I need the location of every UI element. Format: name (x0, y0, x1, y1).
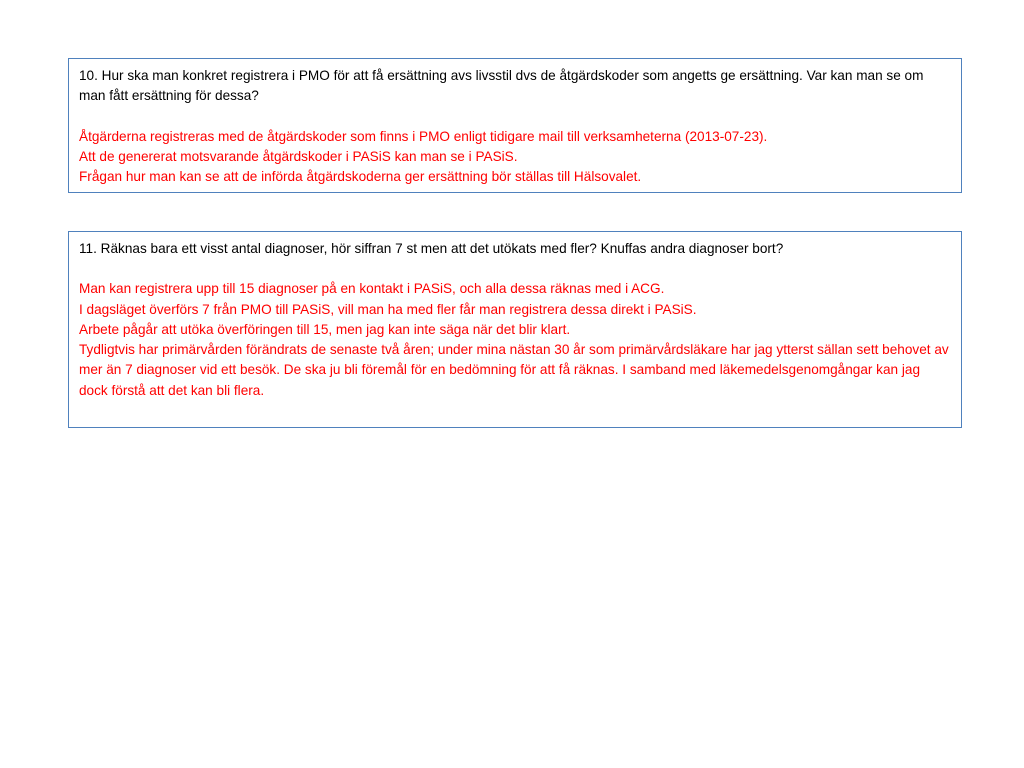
answer-10-line-3: Frågan hur man kan se att de införda åtgärdskoderna ger ersättning bör ställas till Hälsovalet. (79, 169, 642, 185)
spacer (79, 107, 951, 127)
answer-11-line-4: Tydligtvis har primärvården förändrats de senaste två åren; under mina nästan 30 år som primärvårdsläkare har jag ytterst sällan sett behovet av mer än 7 diagnoser vid ett besök. De ska ju bli föremål för en bedömning för att få räknas. I samband med läkemedelsgenomgångar kan jag dock förstå att det kan bli flera. (79, 342, 949, 398)
answer-11-line-3: Arbete pågår att utöka överföringen till 15, men jag kan inte säga när det blir klart. (79, 321, 571, 337)
answer-10-line-1: Åtgärderna registreras med de åtgärdskoder som finns i PMO enligt tidigare mail till verksamheterna (2013-07-23). (79, 128, 768, 144)
spacer (79, 259, 951, 279)
answer-11-line-1: Man kan registrera upp till 15 diagnoser på en kontakt i PASiS, och alla dessa räknas med i ACG. (79, 281, 665, 297)
qa-box-question-10 (68, 58, 962, 193)
answer-10 (79, 127, 951, 188)
answer-11 (79, 279, 951, 401)
qa-box-question-11 (68, 231, 962, 428)
question-11-text: 11. Räknas bara ett visst antal diagnoser, hör siffran 7 st men att det utökats med fler? Knuffas andra diagnoser bort? (79, 241, 784, 256)
answer-10-line-2: Att de genererat motsvarande åtgärdskoder i PASiS kan man se i PASiS. (79, 148, 518, 164)
question-10-text: 10. Hur ska man konkret registrera i PMO för att få ersättning avs livsstil dvs de åtgärdskoder som angetts ge ersättning. Var kan man se om man fått ersättning för dessa? (79, 68, 924, 104)
answer-11-line-2: I dagsläget överförs 7 från PMO till PASiS, vill man ha med fler får man registrera dessa direkt i PASiS. (79, 301, 697, 317)
